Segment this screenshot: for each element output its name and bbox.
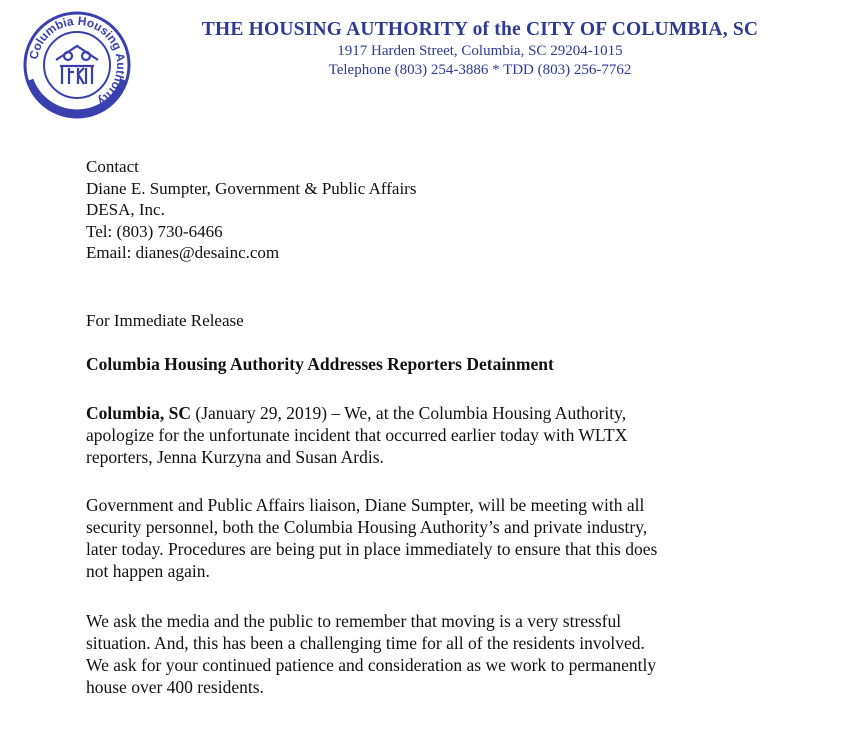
- housing-authority-logo: [22, 10, 132, 120]
- paragraph-2-line-2: security personnel, both the Columbia Housing Authority’s and private industry,: [86, 517, 648, 537]
- paragraph-1-line-2: apologize for the unfortunate incident that occurred earlier today with WLTX: [86, 425, 628, 445]
- contact-email: Email: dianes@desainc.com: [86, 243, 280, 262]
- contact-block: [86, 156, 416, 264]
- organization-name: THE HOUSING AUTHORITY of the CITY OF COLUMBIA, SC: [201, 19, 759, 40]
- contact-company: DESA, Inc.: [86, 200, 165, 219]
- paragraph-3: [86, 610, 766, 698]
- paragraph-3-line-1: We ask the media and the public to remember that moving is a very stressful: [86, 611, 622, 631]
- contact-tel: Tel: (803) 730-6466: [86, 221, 223, 241]
- paragraph-1-line-1: [86, 402, 766, 424]
- paragraph-1-line-3: reporters, Jenna Kurzyna and Susan Ardis.: [86, 447, 384, 467]
- contact-heading: Contact: [86, 157, 139, 176]
- paragraph-2-line-3: later today. Procedures are being put in place immediately to ensure that this does: [86, 539, 658, 559]
- release-label: For Immediate Release: [86, 311, 244, 330]
- paragraph-3-line-3: We ask for your continued patience and consideration as we work to permanently: [86, 655, 657, 675]
- logo-emblem-icon: [22, 10, 132, 120]
- paragraph-2-line-4: not happen again.: [86, 561, 210, 581]
- organization-address: 1917 Harden Street, Columbia, SC 29204-1015: [337, 43, 623, 59]
- letterhead: [160, 18, 800, 80]
- paragraph-1: [86, 402, 766, 468]
- paragraph-3-line-2: situation. And, this has been a challenging time for all of the residents involved.: [86, 633, 645, 653]
- dateline: Columbia, SC: [86, 403, 192, 423]
- paragraph-1-line-1-text: (January 29, 2019) – We, at the Columbia Housing Authority,: [191, 403, 627, 423]
- paragraph-2: [86, 494, 766, 582]
- paragraph-2-line-1: Government and Public Affairs liaison, Diane Sumpter, will be meeting with all: [86, 495, 645, 515]
- paragraph-3-line-4: house over 400 residents.: [86, 677, 264, 697]
- logo-ring-text: Columbia Housing Authority: [26, 13, 129, 109]
- contact-name: Diane E. Sumpter, Government & Public Affairs: [86, 178, 417, 198]
- press-release-headline: Columbia Housing Authority Addresses Reporters Detainment: [86, 354, 554, 374]
- organization-phone: Telephone (803) 254-3886 * TDD (803) 256-7762: [328, 62, 632, 78]
